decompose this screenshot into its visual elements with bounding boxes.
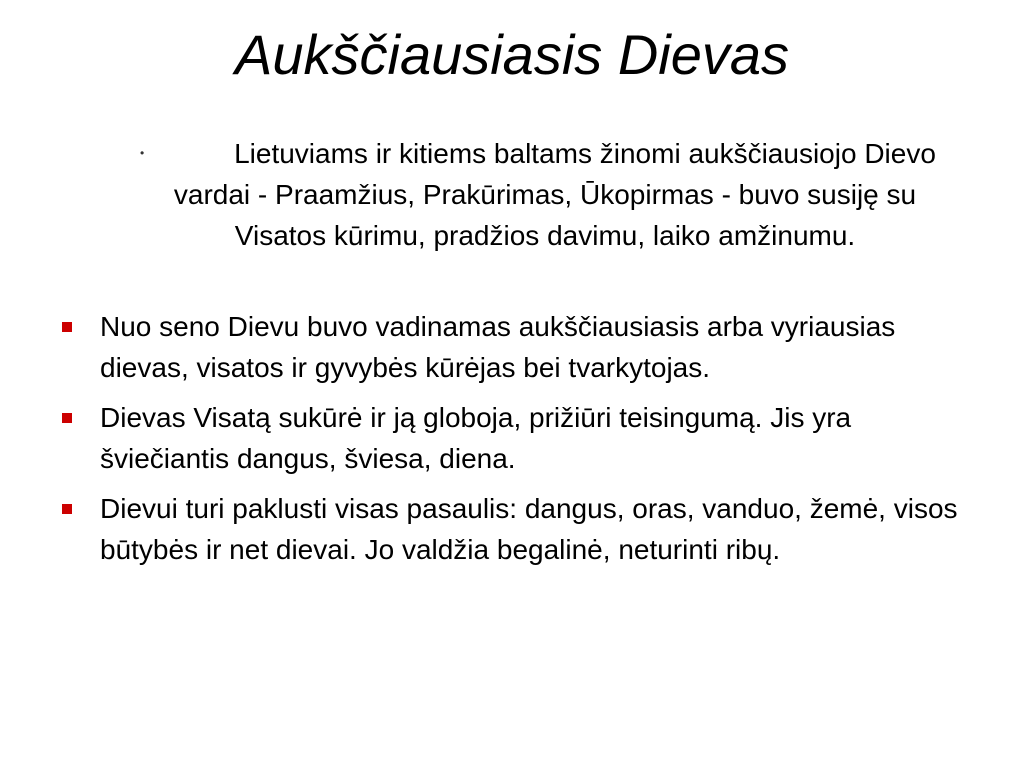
intro-text: Lietuviams ir kitiems baltams žinomi aukščiausiojo Dievo vardai - Praamžius, Prakūrimas, Ūkopirmas - buvo susiję su Visatos kūrimu, pradžios davimu, laiko amžinumu. bbox=[173, 138, 936, 251]
bullet-item bbox=[62, 397, 972, 479]
square-bullet-icon bbox=[62, 504, 72, 514]
bullet-item bbox=[62, 488, 972, 570]
square-bullet-icon bbox=[62, 413, 72, 423]
intro-paragraph bbox=[130, 133, 960, 256]
bullet-item bbox=[62, 306, 972, 388]
bullet-text: Dievui turi paklusti visas pasaulis: dangus, oras, vanduo, žemė, visos būtybės ir net dievai. Jo valdžia begalinė, neturinti ribų. bbox=[100, 493, 958, 565]
intro-bullet-icon: • bbox=[140, 146, 145, 160]
bullet-text: Dievas Visatą sukūrė ir ją globoja, prižiūri teisingumą. Jis yra šviečiantis dangus, šviesa, diena. bbox=[100, 402, 852, 474]
bullet-text: Nuo seno Dievu buvo vadinamas aukščiausiasis arba vyriausias dievas, visatos ir gyvybės kūrėjas bei tvarkytojas. bbox=[100, 311, 896, 383]
square-bullet-icon bbox=[62, 322, 72, 332]
slide-title: Aukščiausiasis Dievas bbox=[235, 23, 789, 86]
bullet-list bbox=[62, 306, 972, 579]
